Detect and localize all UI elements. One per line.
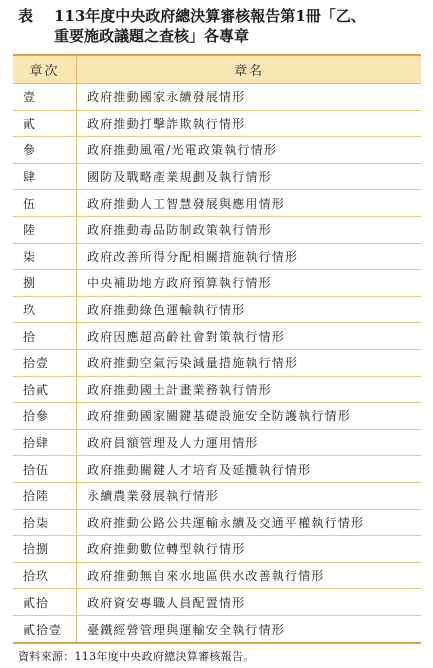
chapter-name: 政府推動毒品防制政策執行情形 — [87, 223, 272, 238]
chapter-name: 政府推動風電/光電政策執行情形 — [87, 143, 278, 158]
table-row — [13, 616, 421, 643]
chapter-name: 政府推動國家關鍵基礎設施安全防護執行情形 — [87, 409, 352, 424]
chapter-number: 拾伍 — [13, 456, 77, 482]
chapter-number: 拾 — [13, 323, 77, 349]
chapter-name: 政府推動綠色運輸執行情形 — [87, 303, 246, 318]
chapter-name: 政府推動國土計畫業務執行情形 — [87, 382, 272, 397]
table-row — [13, 403, 421, 430]
chapter-name: 政府推動空氣污染減量措施執行情形 — [87, 356, 299, 371]
chapter-name: 政府資安專職人員配置情形 — [87, 595, 246, 610]
chapter-number: 拾陸 — [13, 483, 77, 509]
table-caption — [18, 6, 418, 46]
table-body — [13, 84, 421, 642]
chapter-name: 國防及戰略產業規劃及執行情形 — [87, 170, 272, 185]
chapter-number: 柒 — [13, 244, 77, 270]
chapter-number: 拾柒 — [13, 510, 77, 536]
chapter-name: 臺鐵經營管理與運輸安全執行情形 — [87, 622, 286, 637]
table-row — [13, 350, 421, 377]
chapter-name: 政府推動數位轉型執行情形 — [87, 542, 246, 557]
chapter-number: 拾貳 — [13, 377, 77, 403]
chapter-name: 永續農業發展執行情形 — [87, 489, 220, 504]
table-row — [13, 84, 421, 111]
table-row — [13, 217, 421, 244]
chapter-number: 貳 — [13, 111, 77, 137]
chapter-name: 政府推動國家永續發展情形 — [87, 90, 246, 105]
table-row — [13, 164, 421, 191]
table-row — [13, 297, 421, 324]
chapter-name: 政府推動無自來水地區供水改善執行情形 — [87, 568, 325, 583]
table-row — [13, 510, 421, 537]
chapter-number: 拾捌 — [13, 536, 77, 562]
chapter-number: 陸 — [13, 217, 77, 243]
table-header-row — [13, 56, 421, 84]
table-row — [13, 244, 421, 271]
table-row — [13, 111, 421, 138]
chapter-table — [13, 54, 421, 644]
chapter-number: 肆 — [13, 164, 77, 190]
chapter-number: 貳拾壹 — [13, 616, 77, 643]
chapter-number: 貳拾 — [13, 589, 77, 615]
table-row — [13, 483, 421, 510]
chapter-number: 玖 — [13, 297, 77, 323]
table-row — [13, 456, 421, 483]
chapter-number: 拾肆 — [13, 430, 77, 456]
chapter-number: 壹 — [13, 84, 77, 110]
caption-label: 表 — [18, 7, 34, 25]
header-chapter-number: 章次 — [13, 56, 77, 83]
chapter-number: 捌 — [13, 270, 77, 296]
table-row — [13, 270, 421, 297]
chapter-name: 政府推動人工智慧發展與應用情形 — [87, 196, 286, 211]
caption-line-2: 重要施政議題之查核」各專章 — [54, 27, 250, 45]
table-row — [13, 377, 421, 404]
table-row — [13, 137, 421, 164]
chapter-number: 拾壹 — [13, 350, 77, 376]
header-chapter-name: 章名 — [233, 64, 264, 79]
table-row — [13, 536, 421, 563]
table-row — [13, 563, 421, 590]
chapter-name: 政府推動打擊詐欺執行情形 — [87, 116, 246, 131]
source-note: 資料來源：113年度中央政府總決算審核報告。 — [18, 650, 255, 663]
chapter-name: 政府改善所得分配相關措施執行情形 — [87, 249, 299, 264]
chapter-number: 拾玖 — [13, 563, 77, 589]
caption-line-1: 113年度中央政府總決算審核報告第1冊「乙、 — [54, 7, 366, 25]
table-row — [13, 190, 421, 217]
chapter-name: 中央補助地方政府預算執行情形 — [87, 276, 272, 291]
table-row — [13, 589, 421, 616]
chapter-name: 政府員額管理及人力運用情形 — [87, 436, 259, 451]
table-row — [13, 430, 421, 457]
chapter-name: 政府因應超高齡社會對策執行情形 — [87, 329, 286, 344]
chapter-number: 拾參 — [13, 403, 77, 429]
chapter-number: 參 — [13, 137, 77, 163]
chapter-name: 政府推動公路公共運輸永續及交通平權執行情形 — [87, 515, 365, 530]
chapter-name: 政府推動關鍵人才培育及延攬執行情形 — [87, 462, 312, 477]
table-row — [13, 323, 421, 350]
chapter-number: 伍 — [13, 190, 77, 216]
